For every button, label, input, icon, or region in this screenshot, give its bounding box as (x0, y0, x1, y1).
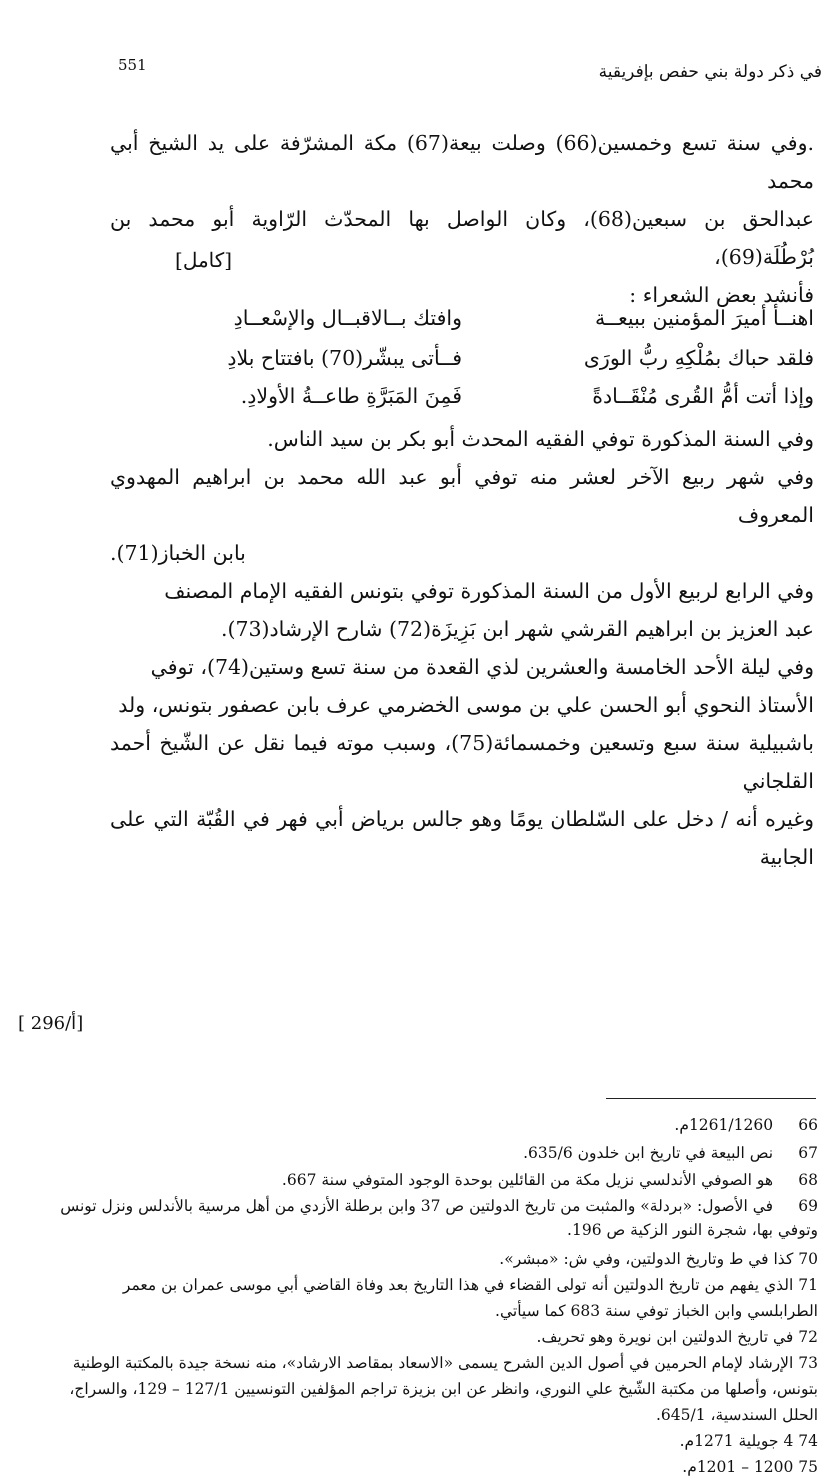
verse-hemistich: فلقد حباك بمُلْكِهِ ربُّ الورَى (583, 346, 814, 370)
footnote-number: 74 (798, 1432, 818, 1450)
text-line: وفي الرابع لربيع الأول من السنة المذكورة توفي بتونس الفقيه الإمام المصنف (164, 579, 814, 603)
page-number: 551 (118, 56, 147, 74)
footnote-text: في تاريخ الدولتين ابن نويرة وهو تحريف. (536, 1328, 794, 1346)
footnote-text: في الأصول: «بردلة» والمثبت من تاريخ الدولتين ص 37 وابن برطلة الأزدي من أهل مرسية بالأندلس ونزل تونس وتوفي بها، شجرة النور الزكية ص 196. (60, 1197, 818, 1239)
footnote-number: 66 (798, 1116, 818, 1134)
main-text (110, 124, 814, 314)
footnote (60, 1167, 818, 1193)
text-line: باشبيلية سنة سبع وتسعين وخمسمائة(75)، وسبب موته فيما نقل عن الشّيخ أحمد القلجاني (110, 731, 814, 793)
footnote (60, 1272, 818, 1324)
footnote-text: 4 جويلية 1271م. (679, 1432, 794, 1450)
verse-hemistich: فَمِنَ المَبَرَّةِ طاعــةُ الأولادِ. (240, 384, 462, 408)
text-line: وغيره أنه / دخل على السّلطان يومًا وهو جالس برياض أبي فهر في القُبّة التي على الجابية (110, 807, 814, 869)
footnote-number: 71 (798, 1276, 818, 1294)
footnote-text: 1261/1260م. (674, 1116, 774, 1134)
text-line: .وفي سنة تسع وخمسين(66) وصلت بيعة(67) مكة المشرّفة على يد الشيخ أبي محمد (110, 131, 815, 193)
folio-marker: [ 296/أ] (18, 1013, 84, 1034)
footnote (60, 1112, 818, 1138)
footnote (60, 1140, 818, 1166)
footnote-number: 68 (798, 1171, 818, 1189)
footnote (60, 1246, 818, 1272)
text-line-end: بابن الخباز(71). (110, 541, 246, 565)
footnote (60, 1324, 818, 1350)
footnote-text: الذي يفهم من تاريخ الدولتين أنه تولى القضاء في هذا التاريخ بعد وفاة القاضي أبي موسى عمران بن معمر الطرابلسي وابن الخباز توفي سنة 683 كما سيأتي. (122, 1276, 818, 1320)
verse-hemistich: فــأتى يبشّر(70) بافتتاح بلادِ (227, 346, 462, 370)
footnote-text: نص البيعة في تاريخ ابن خلدون 635/6. (523, 1144, 774, 1162)
footnote (60, 1350, 818, 1428)
verse-hemistich: اهنــأ أميرَ المؤمنين ببيعــة (595, 306, 814, 330)
text-line: وفي شهر ربيع الآخر لعشر منه توفي أبو عبد الله محمد بن ابراهيم المهدوي المعروف (110, 465, 814, 527)
footnote-text: الإرشاد لإمام الحرمين في أصول الدين الشرح يسمى «الاسعاد بمقاصد الارشاد»، منه نسخة جيدة بالمكتبة الوطنية بتونس، وأصلها من مكتبة الشّيخ علي النوري، وانظر عن ابن بزيزة تراجم المؤلفين التونسيين 127/1 – 129، والسراج، الحلل السندسية، 645/1. (69, 1354, 818, 1424)
footnote-number: 72 (798, 1328, 818, 1346)
footnote-number: 73 (798, 1354, 818, 1372)
text-line: الأستاذ النحوي أبو الحسن علي بن موسى الخضرمي عرف بابن عصفور بتونس، ولد (118, 693, 814, 717)
verse-hemistich: وإذا أتت أمُّ القُرى مُنْقَــادةً (592, 384, 814, 408)
text-line (110, 534, 814, 572)
text-line: فأنشد بعض الشعراء : (629, 283, 814, 307)
running-title: في ذكر دولة بني حفص بإفريقية (598, 62, 822, 82)
meter-label: [كامل] (175, 248, 233, 272)
footnote-text: كذا في ط وتاريخ الدولتين، وفي ش: «مبشر». (499, 1250, 794, 1268)
text-line: وفي السنة المذكورة توفي الفقيه المحدث أبو بكر بن سيد الناس. (267, 427, 814, 451)
footnote-number: 67 (798, 1144, 818, 1162)
text-line: عبدالحق بن سبعين(68)، وكان الواصل بها المحدّث الرّاوية أبو محمد بن بُرْطُلَة(69)، (110, 207, 814, 269)
footnote-number: 69 (798, 1197, 818, 1215)
footnote-number: 70 (798, 1250, 818, 1268)
footnote (60, 1454, 818, 1480)
footnote-divider (606, 1098, 816, 1099)
text-line: وفي ليلة الأحد الخامسة والعشرين لذي القعدة من سنة تسع وستين(74)، توفي (150, 655, 814, 679)
footnote (60, 1428, 818, 1454)
footnote-text: هو الصوفي الأندلسي نزيل مكة من القائلين بوحدة الوجود المتوفي سنة 667. (281, 1171, 774, 1189)
footnote-overflow (60, 1246, 818, 1476)
footnote-text: 1200 – 1201م. (682, 1458, 794, 1476)
footnote (60, 1194, 818, 1242)
footnote-number: 75 (798, 1458, 818, 1476)
main-text (110, 420, 814, 876)
verse-hemistich: وافتك بــالاقبــال والإسْعــادِ (233, 306, 462, 330)
text-line: عبد العزيز بن ابراهيم القرشي شهر ابن بَزِيزَة(72) شارح الإرشاد(73). (220, 617, 814, 641)
